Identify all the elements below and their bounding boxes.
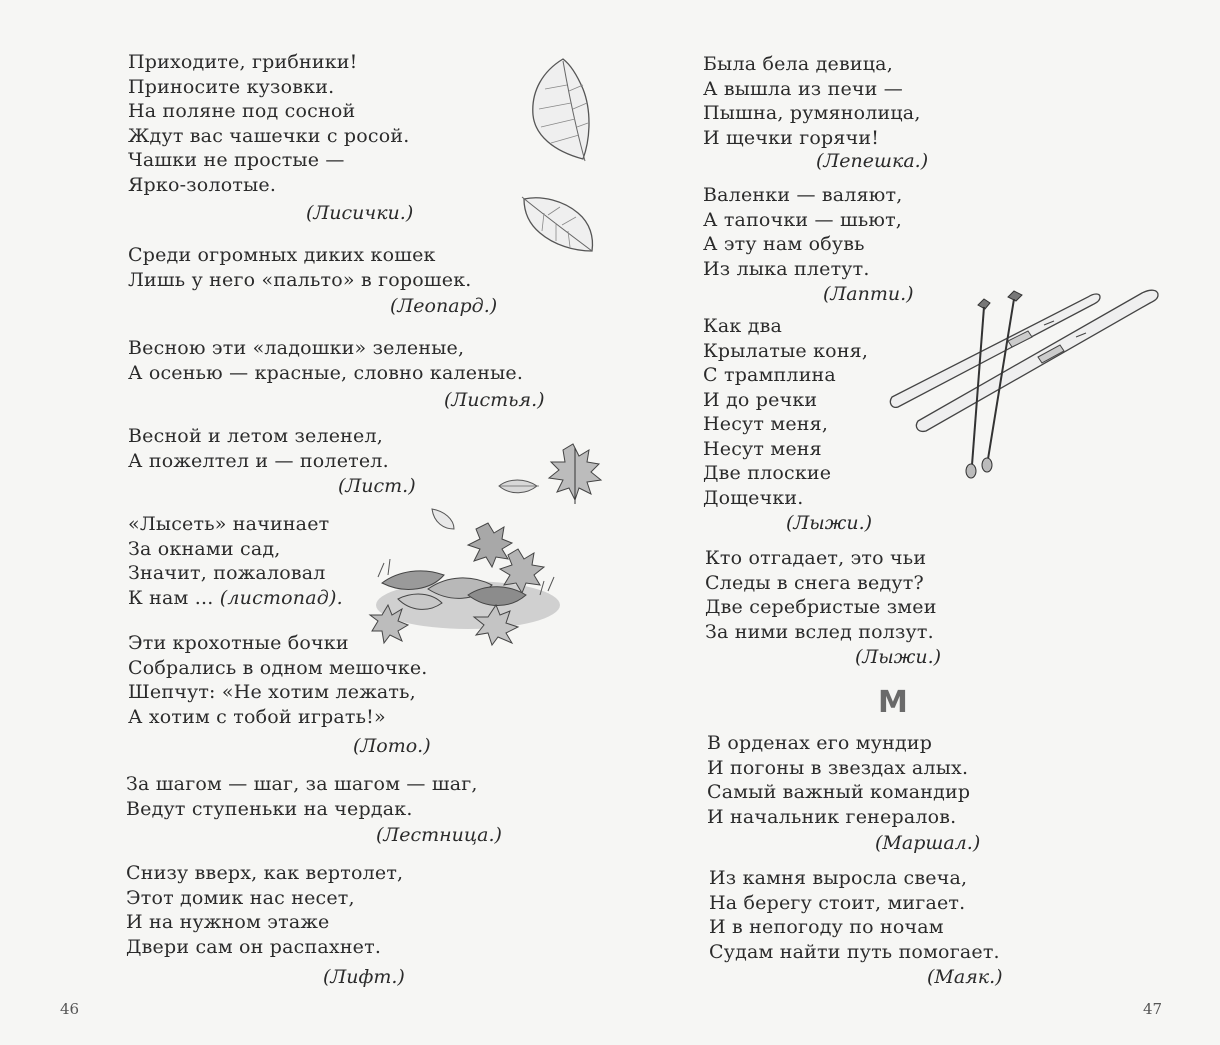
riddle-line: А пожелтел и — полетел. bbox=[128, 449, 389, 472]
right-page bbox=[610, 0, 1220, 1045]
fallen-leaves-icon bbox=[368, 505, 568, 645]
riddle-line: Валенки — валяют, bbox=[703, 184, 903, 206]
riddle-lighthouse bbox=[709, 866, 1003, 988]
riddle-answer: (Лыжи.) bbox=[855, 646, 942, 668]
riddle-line: Следы в снега ведут? bbox=[705, 571, 924, 594]
riddle-line: Кто отгадает, это чьи bbox=[705, 547, 927, 569]
riddle-elevator bbox=[126, 861, 405, 988]
riddle-line: «Лысеть» начинает bbox=[128, 513, 330, 535]
riddle-line: В орденах его мундир bbox=[707, 732, 933, 754]
riddle-line: И начальник генералов. bbox=[707, 805, 957, 828]
riddle-line: Шепчут: «Не хотим лежать, bbox=[128, 681, 416, 703]
riddle-line: Значит, пожаловал bbox=[128, 562, 326, 584]
riddle-line: Ждут вас чашечки с росой. bbox=[128, 124, 410, 147]
riddle-line: Из камня выросла свеча, bbox=[709, 867, 968, 889]
riddle-line: Самый важный командир bbox=[707, 781, 971, 803]
riddle-answer: (Лото.) bbox=[353, 735, 431, 757]
riddle-line: Была бела девица, bbox=[703, 53, 893, 75]
riddle-line: Чашки не простые — bbox=[128, 149, 345, 171]
riddle-leaf-fall bbox=[128, 512, 343, 610]
riddle-line: Двери сам он распахнет. bbox=[126, 935, 382, 958]
riddle-line bbox=[128, 586, 343, 611]
riddle-line: Две серебристые змеи bbox=[705, 596, 937, 618]
riddle-leaf bbox=[128, 424, 416, 497]
riddle-line: Ярко-золотые. bbox=[128, 173, 277, 196]
riddle-line: Весною эти «ладошки» зеленые, bbox=[128, 337, 465, 359]
riddle-answer: (Лифт.) bbox=[323, 966, 405, 988]
riddle-answer: (Лыжи.) bbox=[786, 512, 873, 534]
riddle-line: На поляне под сосной bbox=[128, 100, 356, 122]
riddle-answer: (Лапти.) bbox=[823, 283, 914, 305]
riddle-flatbread bbox=[703, 52, 929, 172]
riddle-bast-shoes bbox=[703, 183, 914, 305]
riddle-line: Из лыка плетут. bbox=[703, 257, 870, 280]
riddle-line: Ведут ступеньки на чердак. bbox=[126, 797, 413, 820]
riddle-line: И на нужном этаже bbox=[126, 911, 330, 933]
riddle-leaves bbox=[128, 336, 545, 411]
skis-and-poles-icon bbox=[888, 285, 1170, 490]
riddle-line-text: К нам ... bbox=[128, 586, 214, 609]
riddle-line: За шагом — шаг, за шагом — шаг, bbox=[126, 773, 478, 795]
maple-leaves-icon bbox=[495, 440, 605, 510]
riddle-lotto bbox=[128, 631, 431, 757]
riddle-line: Пышна, румянолица, bbox=[703, 102, 921, 124]
riddle-line: Несут меня bbox=[703, 437, 822, 460]
riddle-line: А эту нам обувь bbox=[703, 233, 865, 255]
riddle-line: И щечки горячи! bbox=[703, 126, 880, 149]
birch-leaf-icon bbox=[520, 193, 596, 255]
riddle-line: С трамплина bbox=[703, 364, 836, 386]
letter-heading: М bbox=[878, 685, 908, 720]
page-number: 46 bbox=[60, 1000, 80, 1018]
riddle-line: За окнами сад, bbox=[128, 537, 281, 560]
riddle-line: А тапочки — шьют, bbox=[703, 208, 903, 231]
riddle-line: Как два bbox=[703, 315, 783, 337]
riddle-answer: (Лисички.) bbox=[306, 202, 414, 224]
riddle-line: Эти крохотные бочки bbox=[128, 632, 349, 654]
riddle-answer: (Маяк.) bbox=[927, 966, 1003, 988]
riddle-line: Две плоские bbox=[703, 462, 832, 484]
riddle-line: Несут меня, bbox=[703, 413, 829, 435]
riddle-line: Собрались в одном мешочке. bbox=[128, 656, 428, 679]
riddle-line: И до речки bbox=[703, 388, 818, 411]
riddle-line: Приносите кузовки. bbox=[128, 75, 335, 98]
riddle-line: Снизу вверх, как вертолет, bbox=[126, 862, 404, 884]
riddle-line: А хотим с тобой играть!» bbox=[128, 705, 386, 728]
riddle-line: За ними вслед ползут. bbox=[705, 620, 934, 643]
page-number: 47 bbox=[1143, 1000, 1163, 1018]
riddle-marshal bbox=[707, 731, 981, 854]
riddle-leopard bbox=[128, 243, 498, 317]
riddle-line: И в непогоду по ночам bbox=[709, 916, 944, 938]
riddle-line: На берегу стоит, мигает. bbox=[709, 891, 966, 914]
riddle-answer: (Листья.) bbox=[444, 389, 545, 411]
riddle-line: Приходите, грибники! bbox=[128, 51, 358, 73]
riddle-line: И погоны в звездах алых. bbox=[707, 756, 969, 779]
riddle-answer: (Лепешка.) bbox=[816, 150, 929, 172]
riddle-line: Крылатые коня, bbox=[703, 339, 869, 362]
riddle-line: Дощечки. bbox=[703, 486, 804, 509]
riddle-chanterelles bbox=[128, 50, 414, 224]
riddle-line: Лишь у него «пальто» в горошек. bbox=[128, 268, 472, 291]
riddle-answer: (листопад). bbox=[219, 586, 343, 609]
riddle-line: А вышла из печи — bbox=[703, 77, 903, 100]
riddle-line: Судам найти путь помогает. bbox=[709, 940, 1000, 963]
riddle-line: Весной и летом зеленел, bbox=[128, 425, 383, 447]
riddle-stairs bbox=[126, 772, 502, 846]
riddle-skis-1 bbox=[703, 314, 873, 534]
riddle-answer: (Маршал.) bbox=[875, 832, 981, 854]
riddle-answer: (Леопард.) bbox=[390, 295, 498, 317]
riddle-skis-2 bbox=[705, 546, 942, 668]
riddle-answer: (Лист.) bbox=[338, 475, 416, 497]
riddle-answer: (Лестница.) bbox=[376, 824, 502, 846]
riddle-line: Этот домик нас несет, bbox=[126, 886, 355, 909]
riddle-line: А осенью — красные, словно каленые. bbox=[128, 361, 524, 384]
birch-leaf-icon bbox=[525, 55, 595, 165]
riddle-line: Среди огромных диких кошек bbox=[128, 244, 436, 266]
